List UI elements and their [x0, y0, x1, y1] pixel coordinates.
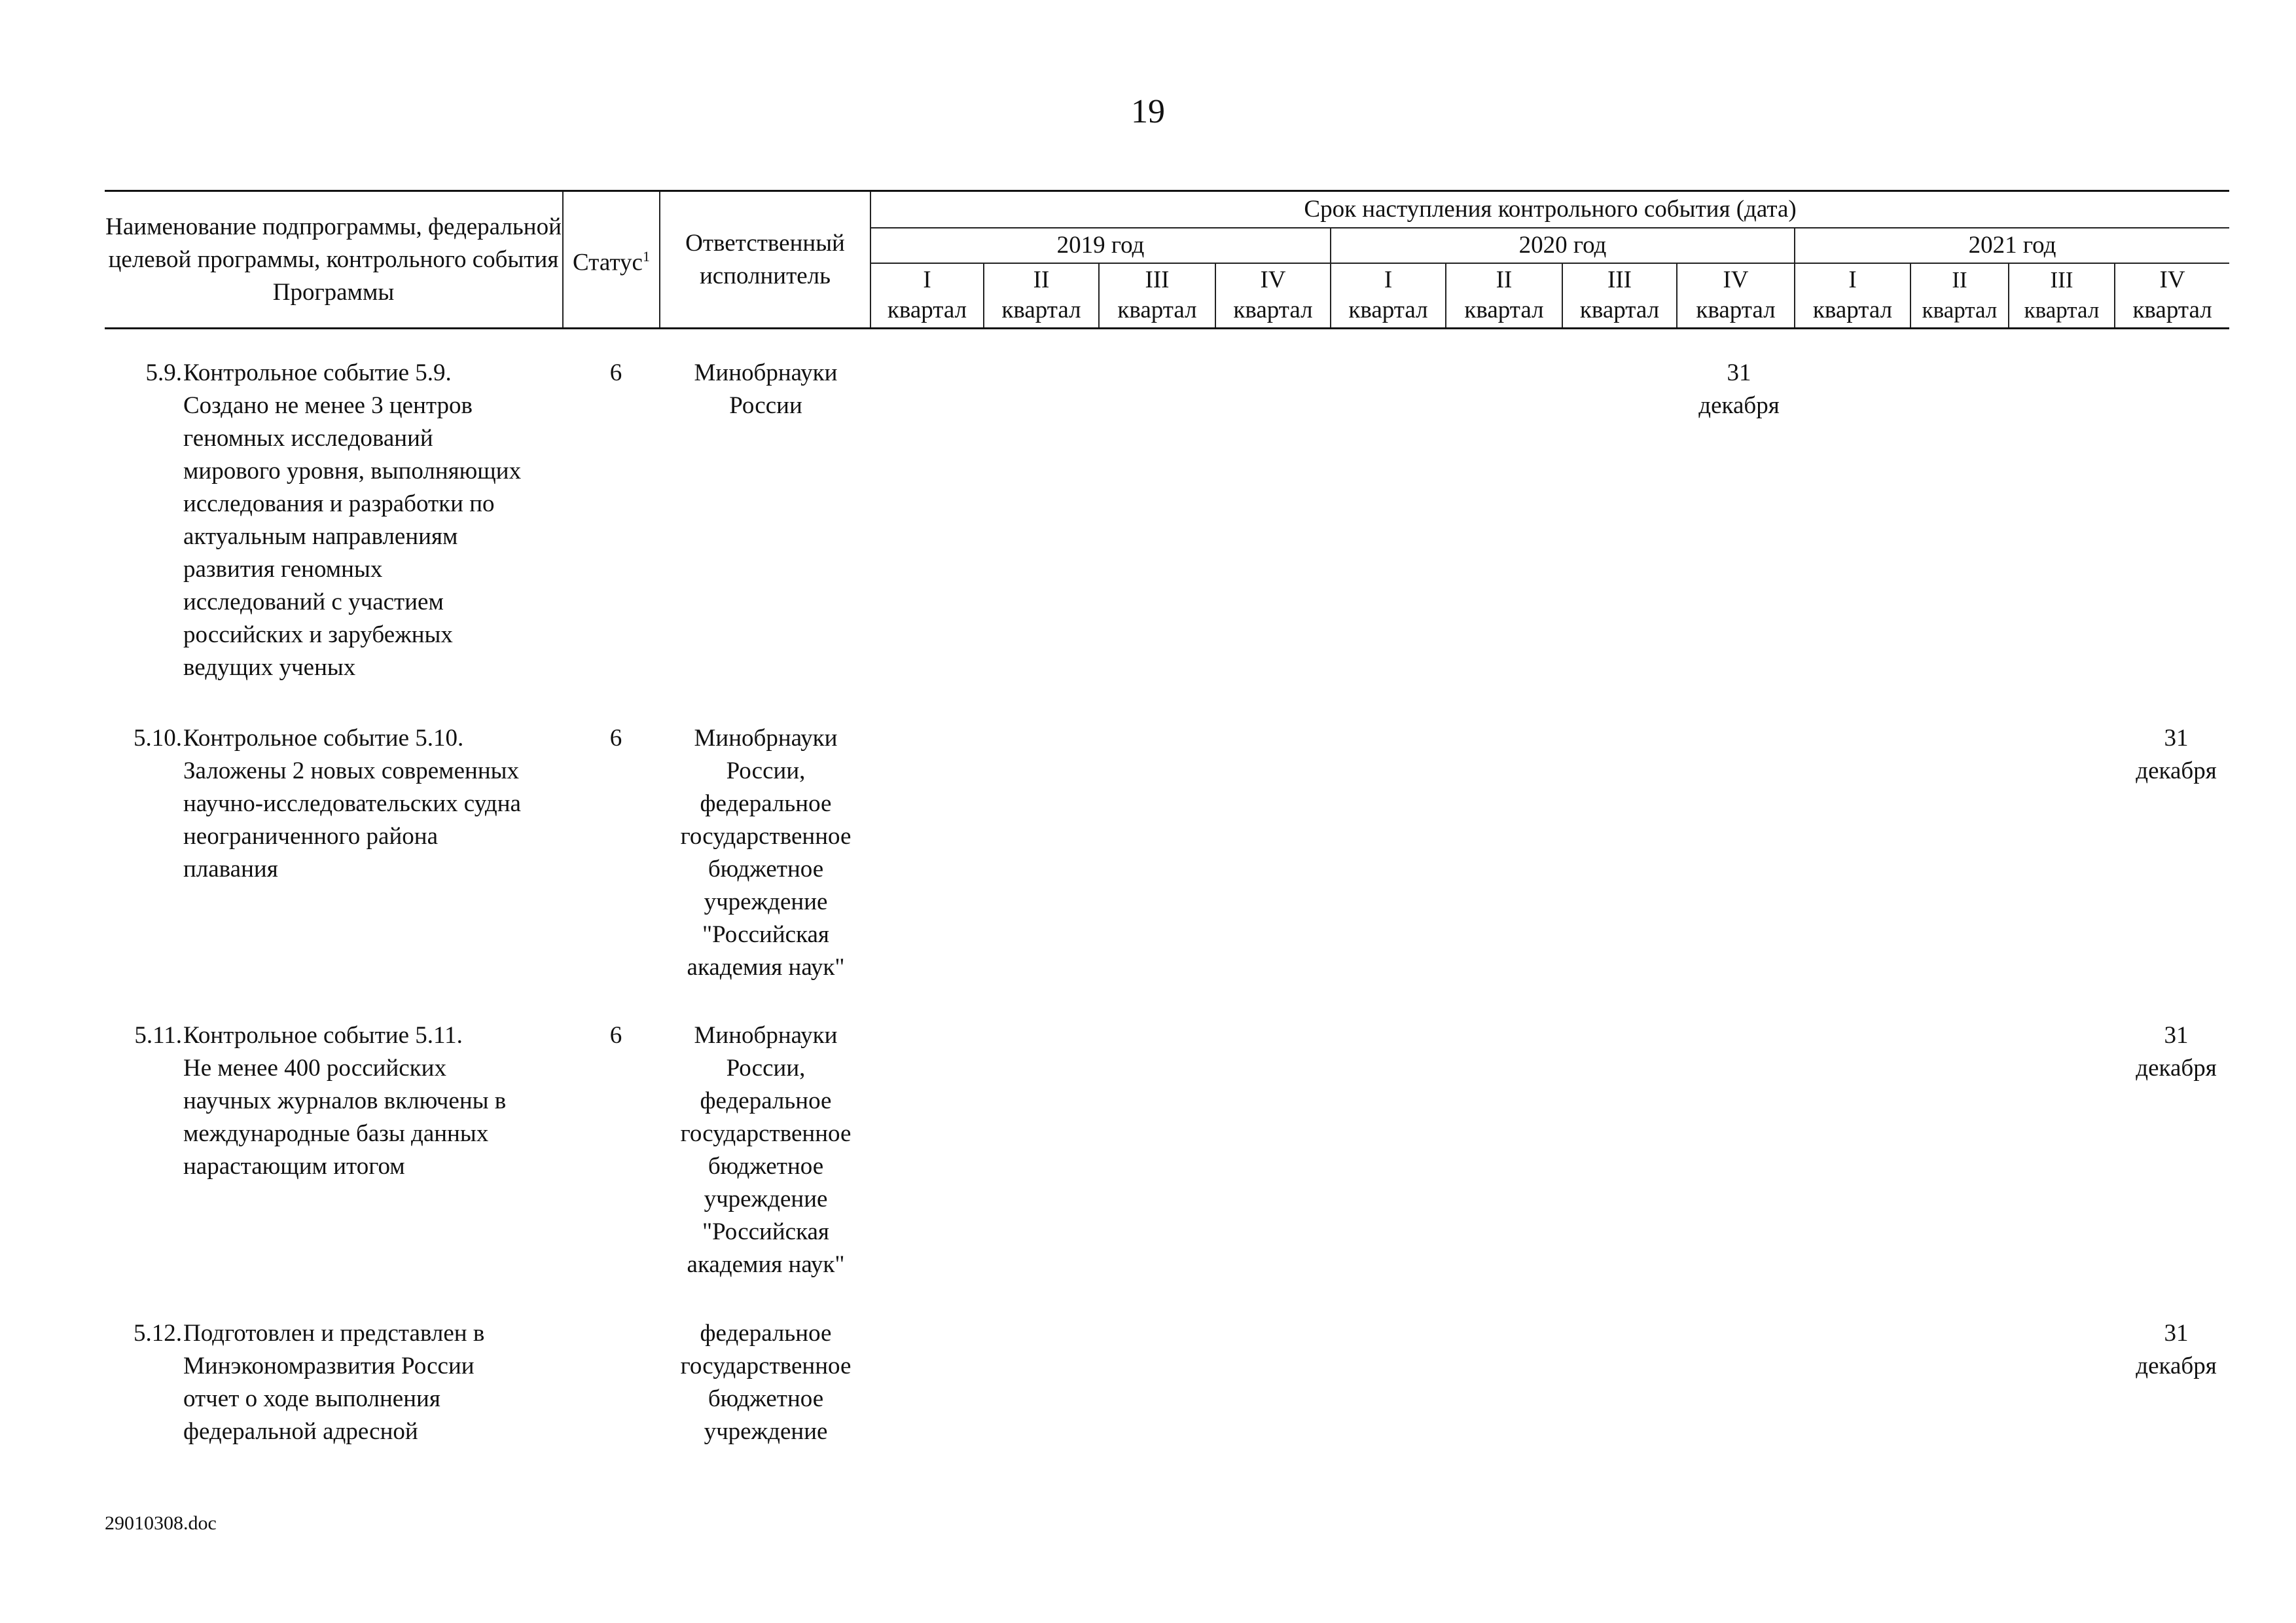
quarter-word: квартал: [2024, 297, 2100, 323]
event-date: 31 декабря: [2136, 1320, 2217, 1379]
quarter-word: квартал: [1812, 297, 1893, 324]
quarter-numeral: III: [2050, 267, 2073, 293]
header-quarter-2019-4: [1215, 263, 1331, 329]
quarter-numeral: IV: [2159, 266, 2185, 294]
quarter-numeral: II: [1952, 267, 1967, 293]
header-year-2021: 2021 год: [1795, 228, 2229, 263]
header-year-2020: 2020 год: [1331, 228, 1795, 263]
header-quarter-2020-3: [1562, 263, 1677, 329]
event-date: 31 декабря: [2136, 1022, 2217, 1082]
document-filename: 29010308.doc: [105, 1512, 217, 1534]
quarter-word: квартал: [1696, 297, 1776, 324]
header-name-column: Наименование подпрограммы, федеральной целевой программы, контрольного события Программы: [105, 191, 563, 329]
row-number: 5.9.: [145, 359, 182, 386]
quarter-word: квартал: [1001, 297, 1081, 324]
header-status-footnote: 1: [642, 247, 650, 264]
header-year-2019: 2019 год: [870, 228, 1331, 263]
quarter-numeral: IV: [1260, 266, 1286, 294]
header-quarter-2021-1: [1795, 263, 1910, 329]
quarter-word: квартал: [1233, 297, 1313, 324]
quarter-numeral: III: [1607, 266, 1632, 294]
quarter-word: квартал: [1464, 297, 1544, 324]
header-quarter-2021-4: [2115, 263, 2229, 329]
quarter-word: квартал: [2132, 297, 2212, 324]
header-executor-column: Ответственный исполнитель: [660, 191, 870, 329]
event-name: Контрольное событие 5.11. Не менее 400 российских научных журналов включены в международные базы данных нарастающим итогом: [183, 1022, 507, 1180]
quarter-numeral: III: [1145, 266, 1170, 294]
quarter-numeral: I: [1848, 266, 1857, 294]
header-status-column: [563, 191, 660, 329]
event-date: 31 декабря: [2136, 725, 2217, 784]
row-number: 5.10.: [134, 725, 182, 752]
event-executor: Минобрнауки России, федеральное государственное бюджетное учреждение "Российская академия наук": [680, 1022, 852, 1278]
header-deadline: Срок наступления контрольного события (дата): [870, 191, 2229, 228]
quarter-word: квартал: [1117, 297, 1197, 324]
event-status: 6: [609, 1022, 622, 1049]
header-quarter-2020-1: [1331, 263, 1446, 329]
header-status-label: Статус: [573, 249, 643, 276]
quarter-word: квартал: [887, 297, 967, 324]
header-quarter-2020-4: [1677, 263, 1795, 329]
header-quarter-2021-3: [2009, 263, 2115, 329]
event-status: 6: [609, 359, 622, 386]
schedule-table-header: [105, 190, 2229, 329]
event-status: 6: [609, 725, 622, 752]
event-name: Подготовлен и представлен в Минэкономразвития России отчет о ходе выполнения федеральной адресной: [183, 1320, 485, 1445]
header-quarter-2019-2: [984, 263, 1099, 329]
event-executor: Минобрнауки России: [694, 359, 838, 419]
quarter-word: квартал: [1579, 297, 1660, 324]
quarter-numeral: II: [1033, 266, 1050, 294]
quarter-numeral: I: [1384, 266, 1393, 294]
quarter-word: квартал: [1348, 297, 1428, 324]
event-executor: Минобрнауки России, федеральное государственное бюджетное учреждение "Российская академия наук": [680, 725, 852, 981]
row-number: 5.11.: [134, 1022, 182, 1049]
quarter-word: квартал: [1922, 297, 1998, 323]
header-quarter-2019-3: [1099, 263, 1215, 329]
event-executor: федеральное государственное бюджетное учреждение: [680, 1320, 852, 1445]
row-number: 5.12.: [134, 1320, 182, 1347]
header-quarter-2021-2: [1910, 263, 2009, 329]
event-name: Контрольное событие 5.10. Заложены 2 новых современных научно-исследовательских судна неограниченного района плавания: [183, 725, 521, 883]
quarter-numeral: I: [923, 266, 931, 294]
event-date: 31 декабря: [1698, 359, 1780, 419]
quarter-numeral: II: [1496, 266, 1513, 294]
header-quarter-2020-2: [1446, 263, 1562, 329]
header-quarter-2019-1: [870, 263, 984, 329]
page-number: 19: [1131, 93, 1165, 130]
quarter-numeral: IV: [1723, 266, 1749, 294]
event-name: Контрольное событие 5.9. Создано не менее 3 центров геномных исследований мирового уровня, выполняющих исследования и разработки по актуальным направлениям развития геномных исследований с участием российских и зарубежных ведущих ученых: [183, 359, 522, 681]
